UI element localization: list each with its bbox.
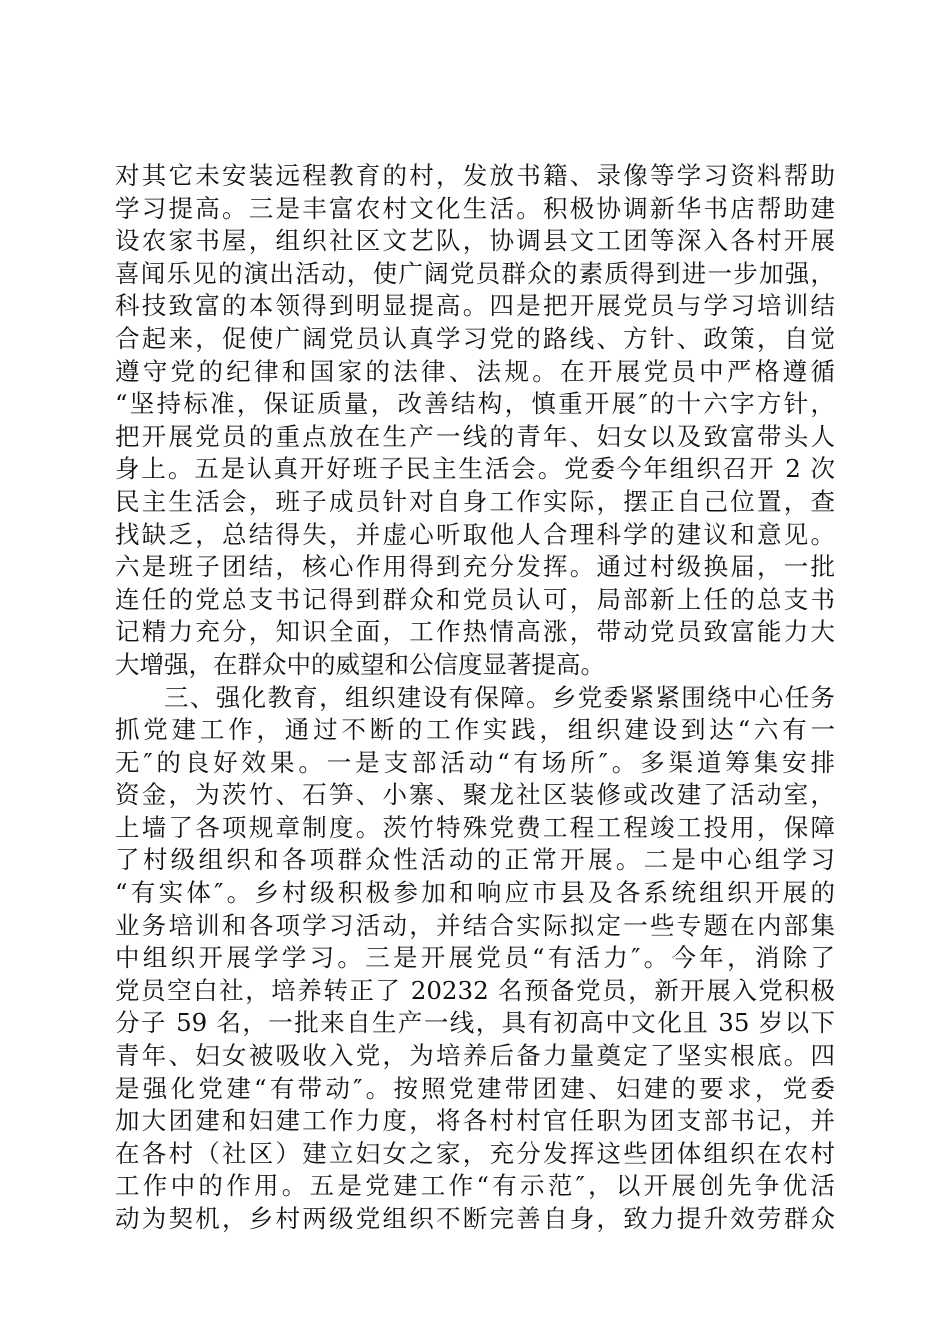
text-line: 上墙了各项规章制度。茨竹特殊党费工程工程竣工投用，保障 xyxy=(115,812,835,842)
text-line: 抓党建工作，通过不断的工作实践，组织建设到达“六有一 xyxy=(115,715,835,745)
body-text xyxy=(115,160,835,1236)
text-line: “有实体″。乡村级积极参加和响应市县及各系统组织开展的 xyxy=(115,878,835,908)
text-line: 对其它未安装远程教育的村，发放书籍、录像等学习资料帮助 xyxy=(115,161,835,190)
text-line: 分子 59 名，一批来自生产一线，具有初高中文化且 35 岁以下 xyxy=(115,1008,835,1038)
text-line: 党员空白社，培养转正了 20232 名预备党员，新开展入党积极 xyxy=(115,975,835,1005)
text-line: “坚持标准，保证质量，改善结构，慎重开展″的十六字方针， xyxy=(115,389,835,419)
text-line: 动为契机，乡村两级党组织不断完善自身，致力提升效劳群众 xyxy=(115,1204,835,1233)
text-line: 青年、妇女被吸收入党，为培养后备力量奠定了坚实根底。四 xyxy=(115,1041,835,1071)
text-line: 遵守党的纪律和国家的法律、法规。在开展党员中严格遵循 xyxy=(115,356,835,386)
text-line: 找缺乏，总结得失，并虚心听取他人合理科学的建议和意见。 xyxy=(115,519,835,549)
paragraph-end-line: 大增强，在群众中的威望和公信度显著提高。 xyxy=(115,649,605,679)
text-line: 设农家书屋，组织社区文艺队，协调县文工团等深入各村开展 xyxy=(115,226,835,256)
text-line: 业务培训和各项学习活动，并结合实际拟定一些专题在内部集 xyxy=(115,910,835,940)
text-line: 民主生活会，班子成员针对自身工作实际，摆正自己位置，查 xyxy=(115,486,835,516)
text-line: 了村级组织和各项群众性活动的正常开展。二是中心组学习 xyxy=(115,845,835,875)
text-line: 把开展党员的重点放在生产一线的青年、妇女以及致富带头人 xyxy=(115,421,835,451)
section-heading-line: 三、强化教育，组织建设有保障。乡党委紧紧围绕中心任务 xyxy=(164,682,835,712)
text-line: 身上。五是认真开好班子民主生活会。党委今年组织召开 2 次 xyxy=(115,454,835,484)
text-line: 资金，为茨竹、石笋、小寨、聚龙社区装修或改建了活动室， xyxy=(115,780,835,810)
text-line: 加大团建和妇建工作力度，将各村村官任职为团支部书记，并 xyxy=(115,1106,835,1136)
text-line: 中组织开展学学习。三是开展党员“有活力″。今年，消除了 xyxy=(115,943,835,973)
text-line: 是强化党建“有带动″。按照党建带团建、妇建的要求，党委 xyxy=(115,1073,835,1103)
text-line: 无″的良好效果。一是支部活动“有场所″。多渠道筹集安排 xyxy=(115,747,835,777)
text-line: 合起来，促使广阔党员认真学习党的路线、方针、政策，自觉 xyxy=(115,323,835,353)
text-line: 在各村（社区）建立妇女之家，充分发挥这些团体组织在农村 xyxy=(115,1138,835,1168)
text-line: 连任的党总支书记得到群众和党员认可，局部新上任的总支书 xyxy=(115,584,835,614)
text-line: 学习提高。三是丰富农村文化生活。积极协调新华书店帮助建 xyxy=(115,193,835,223)
text-line: 六是班子团结，核心作用得到充分发挥。通过村级换届，一批 xyxy=(115,552,835,582)
text-line: 工作中的作用。五是党建工作“有示范″，以开展创先争优活 xyxy=(115,1171,835,1201)
text-line: 喜闻乐见的演出活动，使广阔党员群众的素质得到进一步加强， xyxy=(115,258,835,288)
text-line: 科技致富的本领得到明显提高。四是把开展党员与学习培训结 xyxy=(115,291,835,321)
text-line: 记精力充分，知识全面，工作热情高涨，带动党员致富能力大 xyxy=(115,617,835,647)
